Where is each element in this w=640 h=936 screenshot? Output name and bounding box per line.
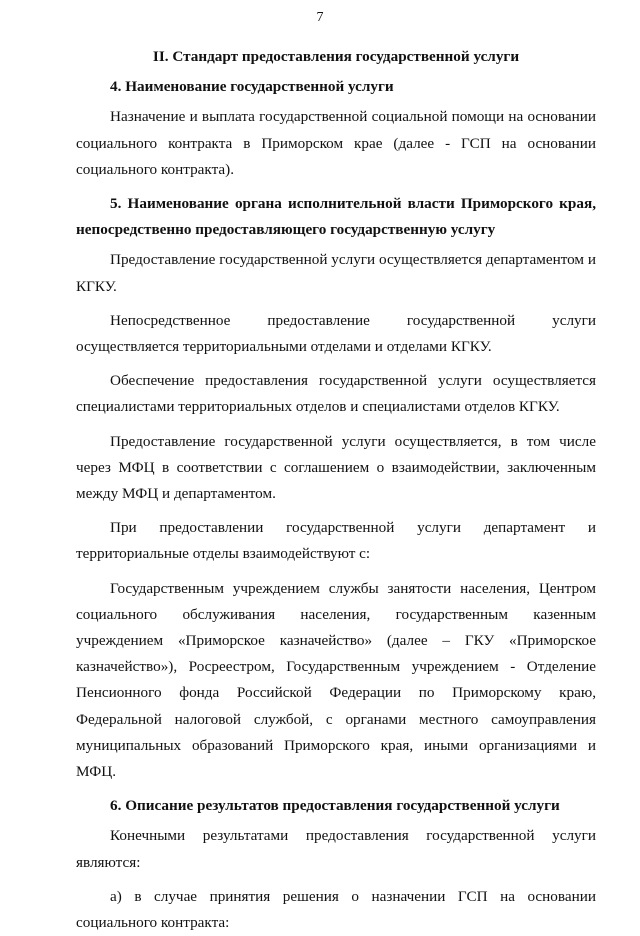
heading-item-6: 6. Описание результатов предоставления государственной услуги — [110, 797, 560, 815]
paragraph-5-3: Обеспечение предоставления государственной услуги осуществляется специалистами территориальных отделов и специалистами отделов КГКУ. — [76, 372, 596, 416]
spacer — [76, 360, 596, 368]
section-title: II. Стандарт предоставления государственной услуги — [152, 48, 520, 65]
paragraph-6-1: Конечными результатами предоставления государственной услуги являются: — [76, 827, 596, 871]
paragraph-5-1: Предоставление государственной услуги осуществляется департаментом и КГКУ. — [76, 251, 596, 295]
paragraph-5-5: При предоставлении государственной услуги департамент и территориальные отделы взаимодействуют с: — [76, 519, 596, 563]
heading-item-4: 4. Наименование государственной услуги — [110, 78, 394, 96]
spacer — [76, 876, 596, 884]
page-number: 7 — [316, 10, 324, 25]
paragraph-4-1: Назначение и выплата государственной социальной помощи на основании социального контракта в Приморском крае (далее - ГСП на основании социального контракта). — [76, 108, 596, 178]
page-content — [76, 44, 596, 936]
spacer — [76, 507, 596, 515]
spacer — [76, 421, 596, 429]
spacer — [76, 568, 596, 576]
paragraph-5-4: Предоставление государственной услуги осуществляется, в том числе через МФЦ в соответствии с соглашением о взаимодействии, заключенным между МФЦ и департаментом. — [76, 432, 596, 503]
spacer — [76, 785, 596, 793]
paragraph-6-2: а) в случае принятия решения о назначении ГСП на основании социального контракта: — [76, 887, 596, 932]
spacer — [76, 183, 596, 191]
heading-item-5: 5. Наименование органа исполнительной власти Приморского края, непосредственно предоставляющего государственную услугу — [76, 195, 596, 239]
paragraph-5-2: Непосредственное предоставление государственной услуги осуществляется территориальными отделами и отделами КГКУ. — [76, 311, 596, 356]
spacer — [76, 300, 596, 308]
paragraph-5-6: Государственным учреждением службы занятости населения, Центром социального обслуживания населения, государственным казенным учреждением «Приморское казначейство» (далее – ГКУ «Приморское казначейство»), Росреестром, Государственным учреждением - Отделение Пенсионного фонда Российской Федерации по Приморскому краю, Федеральной налоговой службой, с органами местного самоуправления муниципальных образований Приморского края, иными организациями и МФЦ. — [76, 579, 596, 781]
